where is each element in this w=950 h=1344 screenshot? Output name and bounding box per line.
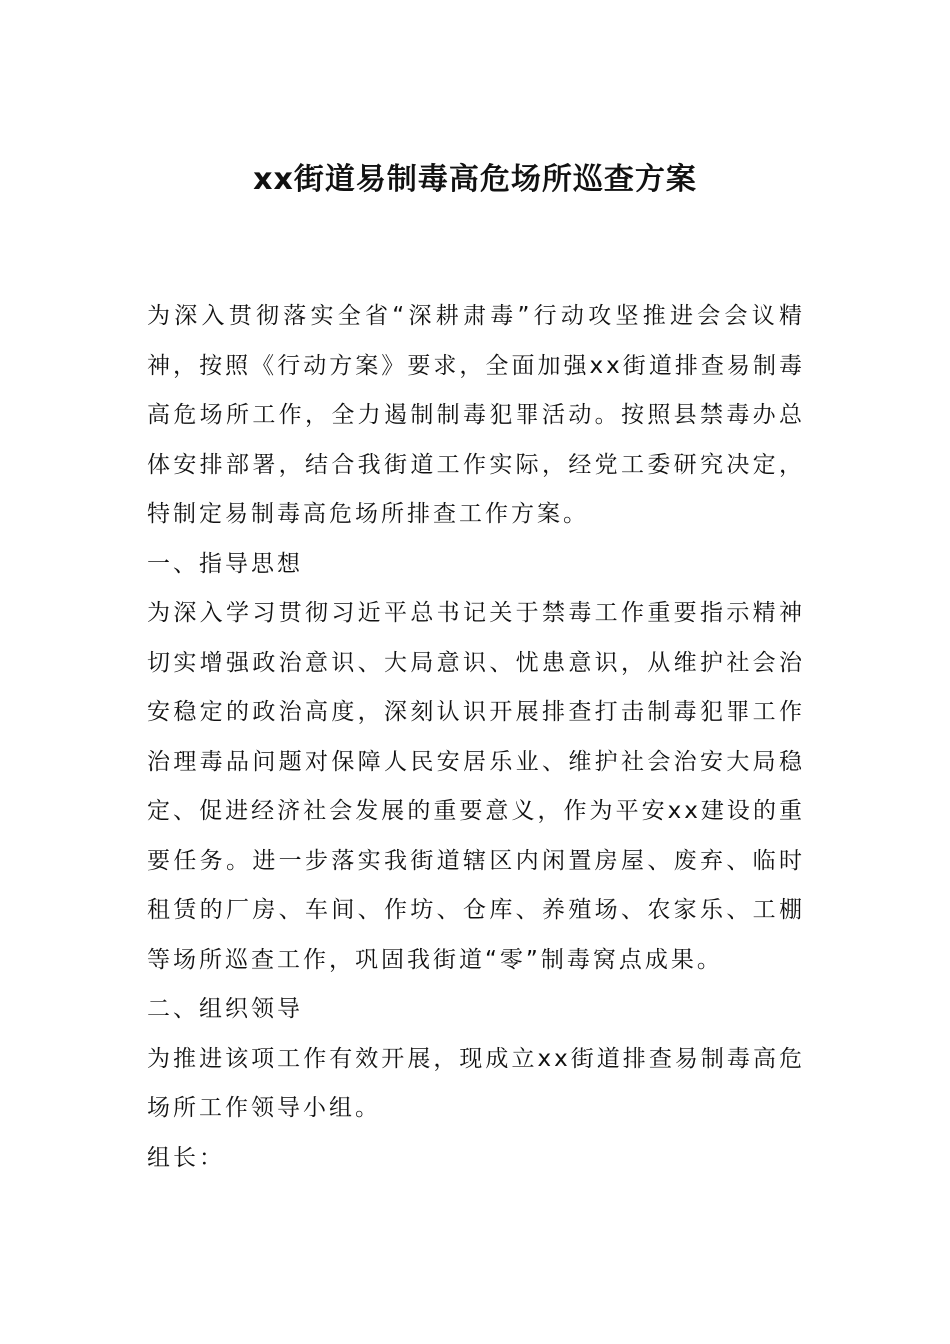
guiding-ideology-paragraph: 为深入学习贯彻习近平总书记关于禁毒工作重要指示精神切实增强政治意识、大局意识、忧患意识，从维护社会治安稳定的政治高度，深刻认识开展排查打击制毒犯罪工作治理毒品问题对保障人民安居乐业、维护社会治安大局稳定、促进经济社会发展的重要意义，作为平安xx建设的重要任务。进一步落实我街道辖区内闲置房屋、废弃、临时租赁的厂房、车间、作坊、仓库、养殖场、农家乐、工棚等场所巡查工作，巩固我街道“零”制毒窝点成果。 [147, 600, 805, 973]
section-heading-organization: 二、组织领导 [147, 996, 303, 1022]
organization-paragraph: 为推进该项工作有效开展，现成立xx街道排查易制毒高危场所工作领导小组。 [147, 1045, 805, 1121]
document-title: xx街道易制毒高危场所巡查方案 [253, 162, 697, 197]
intro-paragraph: 为深入贯彻落实全省“深耕肃毒”行动攻坚推进会会议精神，按照《行动方案》要求，全面加强xx街道排查易制毒高危场所工作，全力遏制制毒犯罪活动。按照县禁毒办总体安排部署，结合我街道工作实际，经党工委研究决定，特制定易制毒高危场所排查工作方案。 [147, 303, 805, 527]
section-heading-guiding-ideology: 一、指导思想 [147, 550, 303, 577]
group-leader-label: 组长： [147, 1144, 225, 1171]
document-body [147, 292, 805, 1183]
